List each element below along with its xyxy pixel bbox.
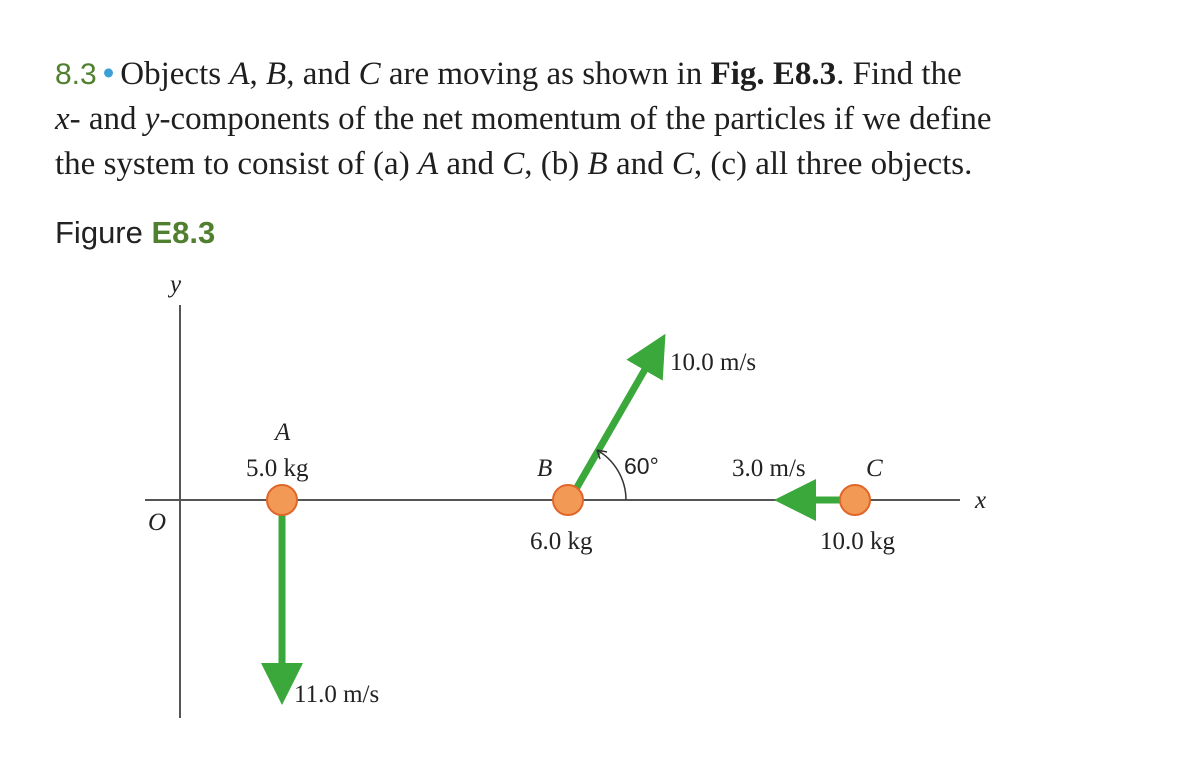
object-b-ball — [553, 485, 583, 515]
object-a-ball — [267, 485, 297, 515]
problem-text: . Find the — [836, 56, 962, 92]
problem-text: - and — [69, 101, 145, 137]
object-b-label: B — [537, 455, 553, 482]
problem-number: 8.3 — [55, 58, 97, 91]
x-variable: x — [55, 101, 70, 137]
problem-text: and — [438, 146, 503, 182]
figure-reference: Fig. E8.3 — [710, 56, 837, 92]
object-c-ref: C — [502, 146, 525, 182]
object-a-mass: 5.0 kg — [246, 455, 309, 482]
object-c-ref: C — [671, 146, 694, 182]
object-b-ref: B — [266, 56, 287, 92]
origin-label: O — [148, 509, 167, 536]
object-b-mass: 6.0 kg — [530, 528, 593, 555]
problem-text: , — [249, 56, 267, 92]
problem-text: and — [607, 146, 672, 182]
object-b-ref: B — [587, 146, 608, 182]
problem-text: , (b) — [524, 146, 588, 182]
problem-text: -components of the net momentum of the particles if we define — [159, 101, 992, 137]
object-c-mass: 10.0 kg — [820, 528, 895, 555]
y-axis-label: y — [170, 271, 182, 298]
problem-text: , (c) all three objects. — [693, 146, 973, 182]
object-c-ball — [840, 485, 870, 515]
object-b-angle: 60° — [624, 453, 659, 479]
figure-title-number: E8.3 — [151, 215, 216, 250]
difficulty-bullet: • — [102, 54, 115, 91]
problem-text: Objects — [120, 56, 230, 92]
object-c-label: C — [866, 455, 883, 482]
problem-text: , and — [286, 56, 359, 92]
y-variable: y — [144, 101, 160, 137]
object-a-ref: A — [417, 146, 439, 182]
object-b-speed: 10.0 m/s — [670, 349, 757, 376]
figure-title-word: Figure — [55, 215, 143, 250]
angle-arc — [597, 450, 626, 500]
object-c-ref: C — [358, 56, 381, 92]
x-axis-label: x — [975, 487, 987, 514]
problem-text: are moving as shown in — [380, 56, 711, 92]
object-a-label: A — [275, 419, 291, 446]
object-c-speed: 3.0 m/s — [732, 455, 806, 482]
problem-text: the system to consist of (a) — [55, 146, 418, 182]
object-a-speed: 11.0 m/s — [294, 681, 380, 708]
object-a-ref: A — [229, 56, 250, 92]
